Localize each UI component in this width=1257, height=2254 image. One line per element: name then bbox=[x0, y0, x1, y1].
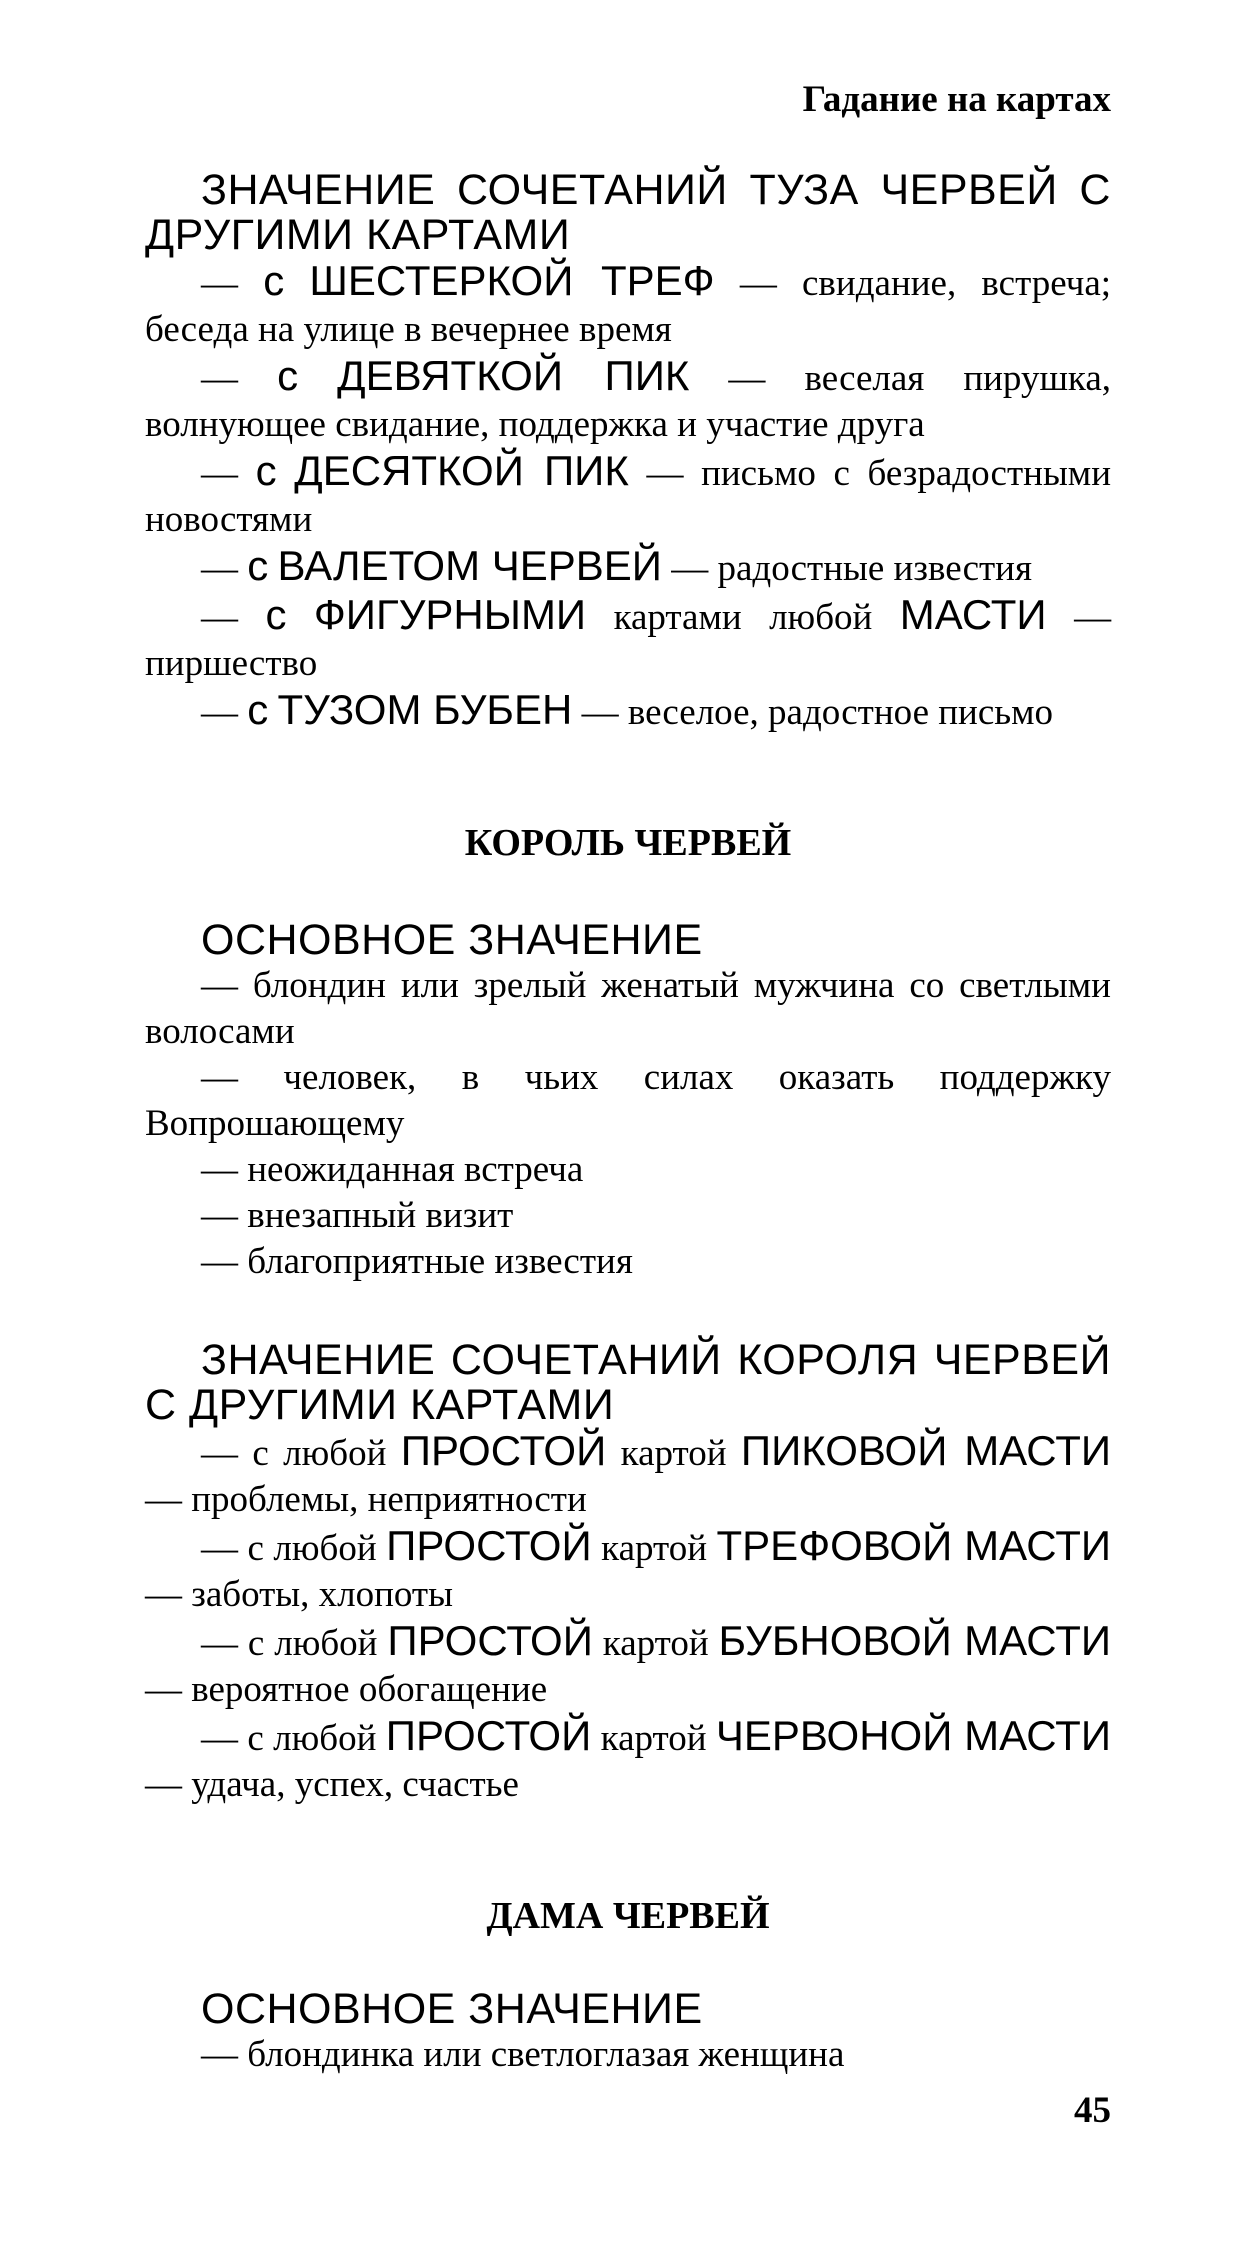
entry-dash: — bbox=[201, 692, 238, 733]
entry-dash: — bbox=[201, 597, 238, 638]
list-item: — человек, в чьих силах оказать поддержку Вопрошающему bbox=[145, 1057, 1111, 1144]
entry-keyword: ПРОСТОЙ bbox=[386, 1522, 592, 1569]
entry-dash: — bbox=[201, 263, 238, 304]
entry-keyword: ТУЗОМ БУБЕН bbox=[277, 686, 573, 733]
entry-text: — вероятное обогащение bbox=[145, 1669, 548, 1710]
ace-combinations-list bbox=[145, 258, 1111, 736]
entry-prefix: с любой bbox=[247, 1718, 377, 1759]
queen-heading: ДАМА ЧЕРВЕЙ bbox=[486, 1895, 770, 1937]
entry-prefix: с bbox=[263, 257, 285, 304]
king-combinations-title: ЗНАЧЕНИЕ СОЧЕТАНИЙ КОРОЛЯ ЧЕРВЕЙ С ДРУГИМИ КАРТАМИ bbox=[145, 1336, 1111, 1429]
list-item bbox=[145, 1523, 1111, 1618]
list-item bbox=[145, 592, 1111, 687]
entry-dash: — bbox=[201, 453, 238, 494]
ace-combinations-title: ЗНАЧЕНИЕ СОЧЕТАНИЙ ТУЗА ЧЕРВЕЙ С ДРУГИМИ КАРТАМИ bbox=[145, 166, 1111, 259]
entry-dash: — bbox=[201, 1718, 238, 1759]
entry-prefix: с любой bbox=[247, 1528, 377, 1569]
entry-prefix: с bbox=[255, 447, 277, 494]
entry-keyword: ДЕВЯТКОЙ ПИК bbox=[337, 352, 690, 399]
entry-keyword: ДЕСЯТКОЙ ПИК bbox=[294, 447, 629, 494]
entry-prefix: с любой bbox=[252, 1433, 387, 1474]
entry-text: — веселая пирушка, волнующее свидание, поддержка и участие друга bbox=[145, 358, 1112, 445]
king-meanings-list bbox=[145, 963, 1111, 1285]
entry-text: — проблемы, неприятности bbox=[145, 1479, 587, 1520]
entry-middle: картой bbox=[620, 1433, 727, 1474]
entry-text: — свидание, встреча; беседа на улице в вечернее время bbox=[145, 263, 1112, 350]
page-number: 45 bbox=[1074, 2090, 1111, 2131]
entry-dash: — bbox=[201, 548, 238, 589]
entry-dash: — bbox=[201, 1623, 238, 1664]
list-item bbox=[145, 448, 1111, 543]
list-item bbox=[145, 687, 1111, 736]
entry-keyword-2: МАСТИ bbox=[899, 591, 1047, 638]
list-item: — неожиданная встреча bbox=[201, 1149, 584, 1190]
entry-keyword-2: БУБНОВОЙ МАСТИ bbox=[718, 1617, 1112, 1664]
entry-prefix: с bbox=[247, 542, 269, 589]
list-item: — благоприятные известия bbox=[201, 1241, 633, 1282]
entry-text: — письмо с безрадостными новостями bbox=[145, 453, 1112, 540]
entry-text: — радостные известия bbox=[671, 548, 1032, 589]
entry-middle: картами любой bbox=[613, 597, 873, 638]
entry-middle: картой bbox=[601, 1528, 708, 1569]
entry-keyword: ПРОСТОЙ bbox=[387, 1617, 593, 1664]
queen-meanings-list bbox=[145, 2032, 1111, 2078]
queen-main-section bbox=[145, 1987, 1111, 2078]
king-combinations-section bbox=[145, 1338, 1111, 1808]
running-header: Гадание на картах bbox=[802, 79, 1111, 120]
list-item bbox=[145, 1618, 1111, 1713]
list-item bbox=[145, 258, 1111, 353]
entry-text: — заботы, хлопоты bbox=[145, 1574, 453, 1615]
entry-keyword-2: ПИКОВОЙ МАСТИ bbox=[740, 1427, 1112, 1474]
list-item bbox=[145, 1428, 1111, 1523]
queen-main-meaning-title: ОСНОВНОЕ ЗНАЧЕНИЕ bbox=[201, 1985, 703, 2033]
king-main-meaning-title: ОСНОВНОЕ ЗНАЧЕНИЕ bbox=[201, 916, 703, 964]
entry-keyword-2: ТРЕФОВОЙ МАСТИ bbox=[716, 1522, 1112, 1569]
king-main-section bbox=[145, 918, 1111, 1285]
entry-middle: картой bbox=[600, 1718, 707, 1759]
list-item bbox=[145, 543, 1111, 592]
entry-keyword-2: ЧЕРВОНОЙ МАСТИ bbox=[715, 1712, 1112, 1759]
king-combinations-list bbox=[145, 1428, 1111, 1808]
entry-dash: — bbox=[201, 358, 238, 399]
entry-text: — веселое, радостное письмо bbox=[581, 692, 1054, 733]
entry-prefix: с любой bbox=[247, 1623, 378, 1664]
entry-middle: картой bbox=[602, 1623, 709, 1664]
entry-keyword: ФИГУРНЫМИ bbox=[313, 591, 587, 638]
entry-keyword: ПРОСТОЙ bbox=[385, 1712, 592, 1759]
entry-prefix: с bbox=[265, 591, 287, 638]
entry-keyword: ВАЛЕТОМ ЧЕРВЕЙ bbox=[277, 542, 662, 589]
list-item bbox=[145, 1713, 1111, 1808]
ace-combinations-section bbox=[145, 168, 1111, 736]
entry-keyword: ШЕСТЕРКОЙ ТРЕФ bbox=[309, 257, 715, 304]
entry-dash: — bbox=[201, 1433, 238, 1474]
entry-keyword: ПРОСТОЙ bbox=[400, 1427, 607, 1474]
list-item: — внезапный визит bbox=[201, 1195, 514, 1236]
list-item bbox=[145, 353, 1111, 448]
list-item: — блондин или зрелый женатый мужчина со светлыми волосами bbox=[145, 965, 1111, 1052]
entry-text: — пиршество bbox=[145, 597, 1112, 684]
list-item: — блондинка или светлоглазая женщина bbox=[201, 2034, 845, 2075]
entry-text: — удача, успех, счастье bbox=[145, 1764, 519, 1805]
entry-dash: — bbox=[201, 1528, 238, 1569]
king-heading: КОРОЛЬ ЧЕРВЕЙ bbox=[464, 822, 792, 864]
entry-prefix: с bbox=[247, 686, 269, 733]
entry-prefix: с bbox=[277, 352, 299, 399]
